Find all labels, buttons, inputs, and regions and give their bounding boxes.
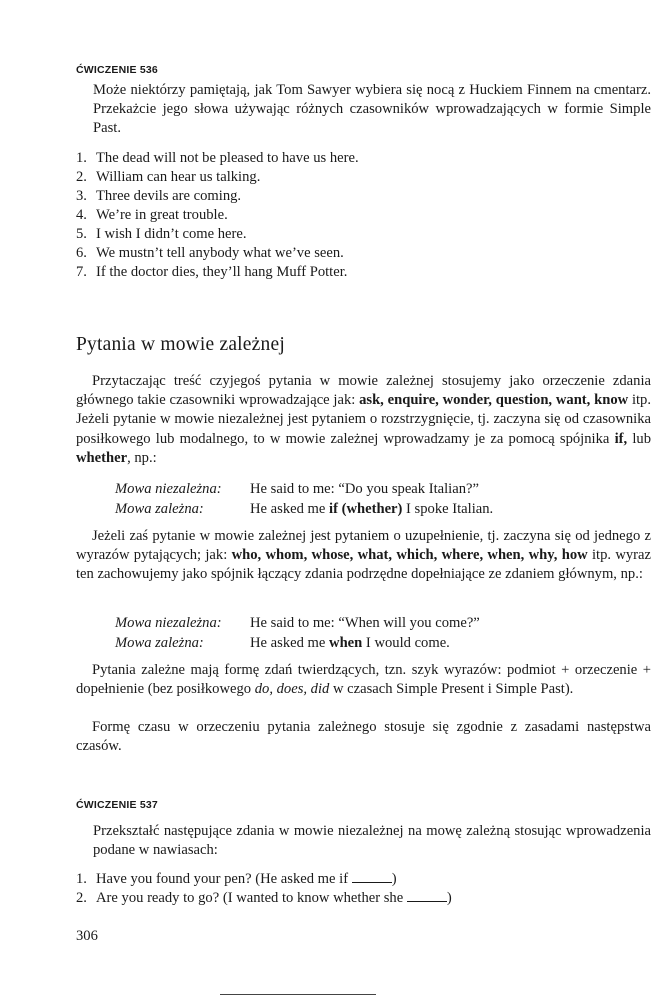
answer-blank[interactable]: [407, 889, 447, 902]
question-words: who, whom, whose, what, which, where, when, why, how: [231, 547, 588, 564]
example-yes-no-question: Mowa niezależna: He said to me: “Do you speak Italian?” Mowa zależna: He asked me if (whether) I spoke Italian.: [115, 481, 494, 517]
list-item: 7. If the doctor dies, they’ll hang Muff Potter.: [76, 264, 348, 280]
footer-rule: [220, 994, 376, 995]
list-item: 3. Three devils are coming.: [76, 188, 242, 204]
page-number: 306: [76, 928, 98, 944]
answer-blank[interactable]: [352, 870, 392, 883]
exercise-536-instruction: Może niektórzy pamiętają, jak Tom Sawyer wybiera się nocą z Huckiem Finnem na cmentarz. Przekażcie jego słowa używając różnych czasowników wprowadzających w formie Simple Past.: [93, 82, 651, 137]
list-item: 1. Have you found your pen? (He asked me if ): [76, 871, 397, 887]
list-item: 2. Are you ready to go? (I wanted to know whether she ): [76, 890, 452, 906]
list-item: 6. We mustn’t tell anybody what we’ve seen.: [76, 245, 344, 261]
exercise-537-instruction: Przekształć następujące zdania w mowie niezależnej na mowę zależną stosując wprowadzenia podane w nawiasach:: [93, 823, 651, 859]
paragraph-word-order: Pytania zależne mają formę zdań twierdzących, tzn. szyk wyrazów: podmiot + orzeczenie + dopełnienie (bez posiłkowego do, does, did w czasach Simple Present i Simple Past).: [76, 662, 651, 698]
paragraph-wh-questions: Jeżeli zaś pytanie w mowie zależnej jest pytaniem o uzupełnienie, tj. zaczyna się od jednego z wyrazów pytających; jak: who, whom, whose, what, which, where, when, why, how itp. wyraz ten zachowujemy jako spójnik łączący zdania podrzędne dopełniające ze zdaniem głównym, np.:: [76, 528, 651, 583]
paragraph-tense: Formę czasu w orzeczeniu pytania zależnego stosuje się zgodnie z zasadami następstwa czasów.: [76, 719, 651, 755]
section-title: Pytania w mowie zależnej: [76, 334, 285, 355]
exercise-537-list: [76, 870, 646, 908]
exercise-536-heading: ĆWICZENIE 536: [76, 64, 158, 76]
example-wh-question: Mowa niezależna: He said to me: “When will you come?” Mowa zależna: He asked me when I would come.: [115, 615, 480, 651]
list-item: 5. I wish I didn’t come here.: [76, 226, 247, 242]
exercise-537-heading: ĆWICZENIE 537: [76, 799, 158, 811]
list-item: 2. William can hear us talking.: [76, 169, 261, 185]
introductory-verbs: ask, enquire, wonder, question, want, know: [359, 392, 629, 409]
exercise-536-list: [76, 149, 646, 282]
list-item: 4. We’re in great trouble.: [76, 207, 228, 223]
list-item: 1. The dead will not be pleased to have us here.: [76, 150, 359, 166]
paragraph-intro: Przytaczając treść czyjegoś pytania w mowie zależnej stosujemy jako orzeczenie zdania głównego takie czasowniki wprowadzające jak: ask, enquire, wonder, question, want, know itp. Jeżeli pytanie w mowie niezależnej jest pytaniem o rozstrzygnięcie, tj. zaczyna się od czasownika posiłkowego lub modalnego, to w mowie zależnej wprowadzamy je za pomocą spójnika if, lub whether, np.:: [76, 373, 652, 466]
